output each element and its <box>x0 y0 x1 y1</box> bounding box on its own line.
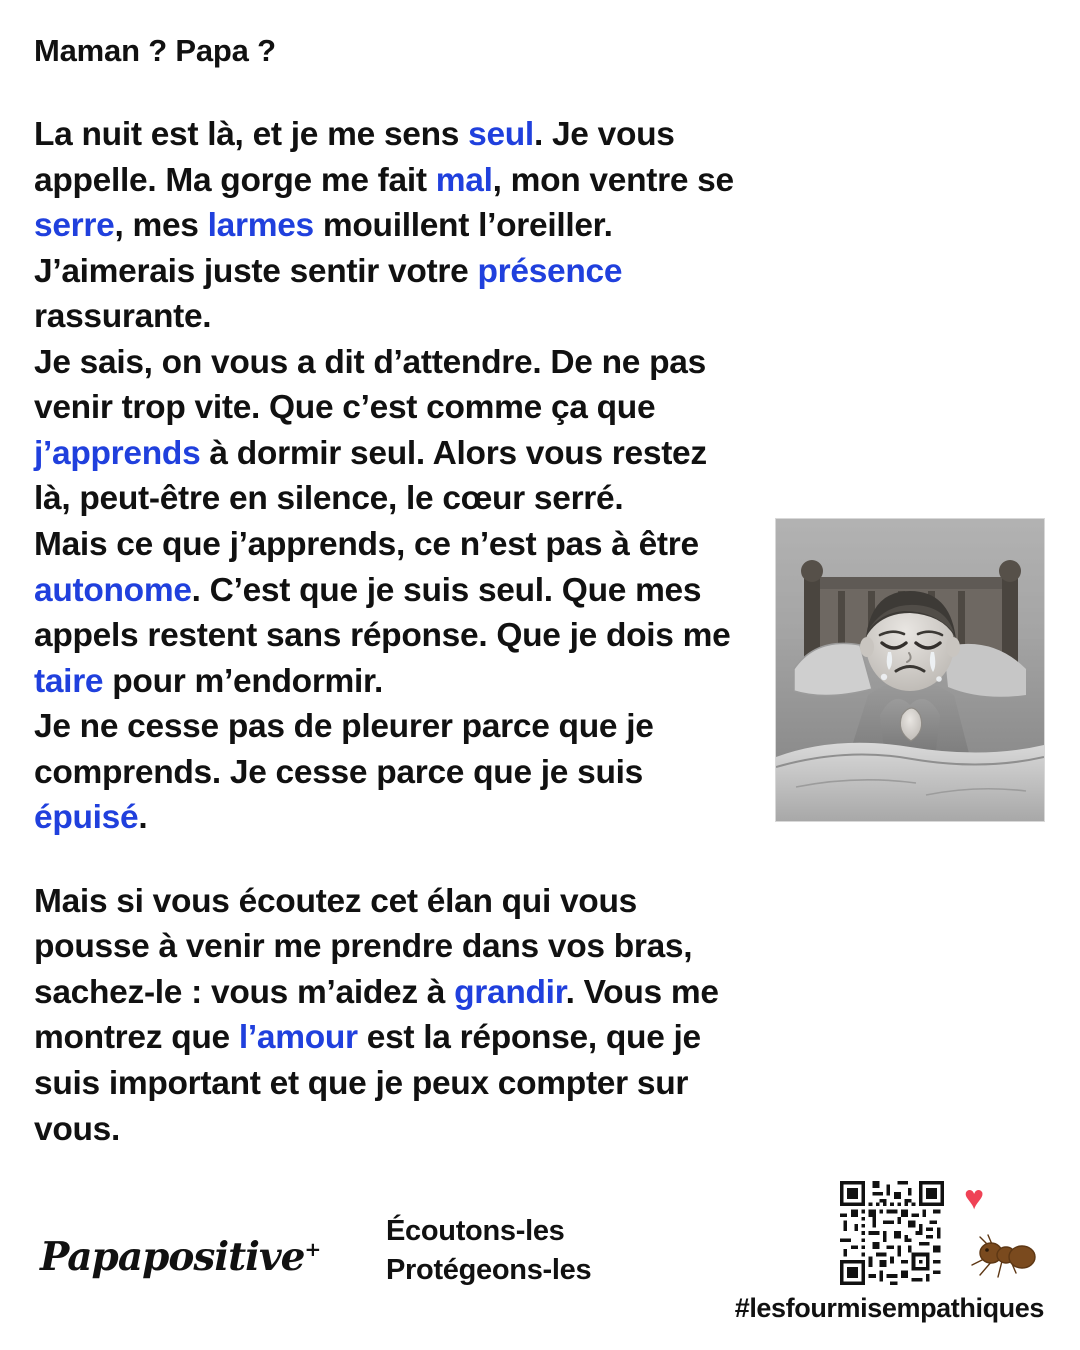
footer <box>34 1172 1046 1332</box>
text-run: rassurante. <box>34 298 212 336</box>
text-run: , mon ventre se <box>492 161 734 199</box>
slogan-line-2: Protégeons-les <box>386 1253 592 1286</box>
paragraph-3 <box>34 522 759 704</box>
paragraph-1 <box>34 112 739 340</box>
illustration-graphic <box>776 519 1044 821</box>
page-title: Maman ? Papa ? <box>34 33 276 68</box>
text-run: est la réponse, que je suis important et que je peux compter sur vous. <box>34 1019 701 1148</box>
text-run: mouillent l’oreiller. J’aimerais juste sentir votre <box>34 207 613 290</box>
qr-code[interactable] <box>840 1181 944 1285</box>
ant-mascot <box>950 1181 1046 1285</box>
paragraph-4 <box>34 704 739 841</box>
highlighted-word: taire <box>34 662 104 700</box>
brand-logo[interactable] <box>40 1234 320 1280</box>
highlighted-word: seul <box>468 116 534 154</box>
highlighted-word: j’apprends <box>34 434 201 472</box>
highlighted-word: l’amour <box>238 1019 358 1057</box>
paragraph-spacer <box>34 841 1046 879</box>
highlighted-word: grandir <box>454 973 566 1011</box>
text-run: . Vous me montrez que <box>34 973 719 1057</box>
text-run: à dormir seul. Alors vous restez là, peut-être en silence, le cœur serré. <box>34 434 707 518</box>
highlighted-word: mal <box>435 161 493 199</box>
highlighted-word: larmes <box>207 207 314 245</box>
text-run: La nuit est là, et je me sens <box>34 116 469 154</box>
text-run: Je ne cesse pas de pleurer parce que je comprends. Je cesse parce que je suis <box>34 708 654 791</box>
ant-icon <box>958 1223 1038 1283</box>
text-run: Mais ce que j’apprends, ce n’est pas à être <box>34 526 699 564</box>
text-run: . C’est que je suis seul. Que mes appels restent sans réponse. Que je dois me <box>34 571 731 655</box>
highlighted-word: présence <box>477 252 623 290</box>
slogan <box>386 1212 591 1290</box>
brand-name: Papapositive <box>40 1234 305 1280</box>
brand-plus: + <box>304 1237 321 1261</box>
paragraph-5 <box>34 879 739 1152</box>
text-run: Je sais, on vous a dit d’attendre. De ne pas venir trop vite. Que c’est comme ça que <box>34 343 706 427</box>
text-run: pour m’endormir. <box>103 662 383 700</box>
heart-icon: ♥ <box>964 1179 985 1217</box>
text-run: . <box>138 799 148 837</box>
slogan-line-1: Écoutons-les <box>386 1214 565 1247</box>
text-run: Mais si vous écoutez cet élan qui vous pousse à venir me prendre dans vos bras, sachez-le : vous m’aidez à <box>34 882 693 1011</box>
highlighted-word: autonome <box>34 571 192 609</box>
qr-row <box>726 1181 1046 1285</box>
hashtag: #lesfourmisempathiques <box>734 1293 1044 1323</box>
paragraph-2 <box>34 340 739 522</box>
text-run: . Je vous appelle. Ma gorge me fait <box>34 116 675 199</box>
text-run: , mes <box>114 207 208 245</box>
qr-and-hashtag <box>726 1181 1046 1324</box>
highlighted-word: serre <box>34 207 115 245</box>
child-crying-illustration <box>775 518 1045 822</box>
highlighted-word: épuisé <box>34 799 139 837</box>
